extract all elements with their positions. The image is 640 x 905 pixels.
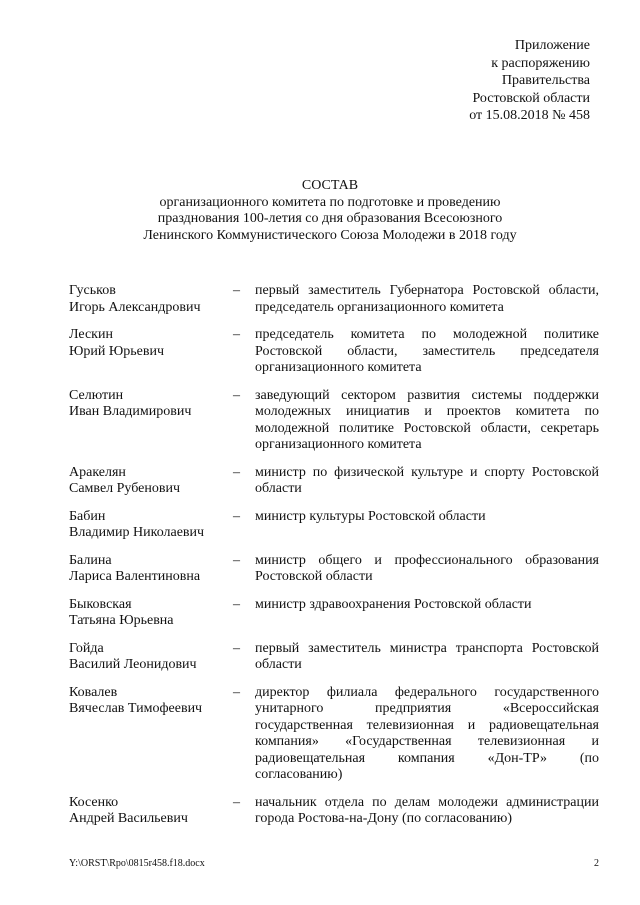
member-row [69, 327, 599, 377]
member-surname: Бабин [69, 508, 106, 524]
member-given-name: Лариса Валентиновна [69, 569, 201, 584]
appendix-block [380, 37, 590, 125]
appendix-line: Приложение [514, 38, 590, 53]
member-given-name: Татьяна Юрьевна [69, 613, 174, 628]
member-given-name: Василий Леонидович [69, 657, 197, 672]
committee-member-list [69, 283, 599, 839]
member-name [69, 597, 233, 630]
member-dash: – [233, 327, 240, 342]
member-surname: Ковалев [69, 684, 118, 700]
file-path: Y:\ORST\Rpo\0815r458.f18.docx [69, 858, 205, 869]
member-row [69, 685, 599, 784]
member-surname: Гойда [69, 640, 104, 656]
title-line: празднования 100-летия со дня образования Всесоюзного [157, 211, 503, 226]
member-dash: – [233, 684, 240, 700]
member-surname: Лескин [69, 327, 113, 342]
member-role: первый заместитель министра транспорта Ростовской области [255, 640, 599, 672]
member-name [69, 327, 233, 377]
member-role: министр по физической культуре и спорту Ростовской области [255, 464, 599, 496]
member-dash: – [233, 794, 240, 810]
member-role: первый заместитель Губернатора Ростовской области, председатель организационного комитета [255, 283, 599, 315]
member-given-name: Владимир Николаевич [69, 525, 205, 540]
title-line: организационного комитета по подготовке и проведению [159, 194, 501, 210]
page-number: 2 [594, 858, 599, 869]
member-dash: – [233, 640, 240, 656]
member-role: председатель комитета по молодежной политике Ростовской области, заместитель председателя организационного комитета [255, 327, 599, 375]
member-row [69, 641, 599, 674]
member-given-name: Юрий Юрьевич [69, 343, 165, 359]
member-row [69, 283, 599, 316]
document-title [60, 178, 600, 244]
member-name [69, 465, 233, 498]
member-surname: Селютин [69, 387, 124, 403]
member-surname: Балина [69, 552, 112, 568]
member-name [69, 509, 233, 542]
member-name [69, 388, 233, 454]
member-row [69, 509, 599, 542]
appendix-line: Ростовской области [472, 90, 590, 106]
member-given-name: Андрей Васильевич [69, 811, 188, 826]
member-dash: – [233, 283, 240, 298]
member-name [69, 283, 233, 316]
member-name [69, 553, 233, 586]
member-dash: – [233, 387, 240, 403]
member-given-name: Иван Владимирович [69, 404, 192, 419]
member-given-name: Самвел Рубенович [69, 481, 181, 496]
appendix-line: от 15.08.2018 № 458 [469, 108, 590, 123]
member-given-name: Игорь Александрович [69, 299, 201, 315]
member-surname: Аракелян [69, 464, 126, 480]
member-role: директор филиала федерального государственного унитарного предприятия «Всероссийская государственная телевизионная и радиовещательная компания» «Государственная телевизионная и радиовещательная компания «Дон-ТР» (по согласованию) [255, 684, 599, 782]
member-given-name: Вячеслав Тимофеевич [69, 701, 203, 716]
member-role: начальник отдела по делам молодежи администрации города Ростова-на-Дону (по согласованию) [255, 794, 599, 826]
member-role: министр общего и профессионального образования Ростовской области [255, 552, 599, 584]
title-line: Ленинского Коммунистического Союза Молодежи в 2018 году [143, 227, 517, 243]
page-footer [69, 858, 599, 870]
member-name [69, 685, 233, 784]
member-role: министр культуры Ростовской области [255, 508, 486, 524]
member-role: заведующий сектором развития системы поддержки молодежных инициатив и проектов комитета по молодежной политике Ростовской области, секретарь организационного комитета [255, 387, 599, 452]
member-row [69, 465, 599, 498]
title-heading: СОСТАВ [301, 178, 359, 193]
member-dash: – [233, 552, 240, 568]
member-name [69, 795, 233, 828]
member-dash: – [233, 508, 240, 524]
member-dash: – [233, 596, 240, 612]
member-role: министр здравоохранения Ростовской области [255, 596, 532, 612]
member-surname: Косенко [69, 794, 119, 810]
member-row [69, 553, 599, 586]
member-surname: Гуськов [69, 283, 116, 298]
member-surname: Быковская [69, 596, 132, 612]
member-dash: – [233, 464, 240, 480]
member-name [69, 641, 233, 674]
appendix-line: к распоряжению [491, 55, 590, 71]
member-row [69, 597, 599, 630]
member-row [69, 795, 599, 828]
member-row [69, 388, 599, 454]
appendix-line: Правительства [501, 73, 590, 88]
